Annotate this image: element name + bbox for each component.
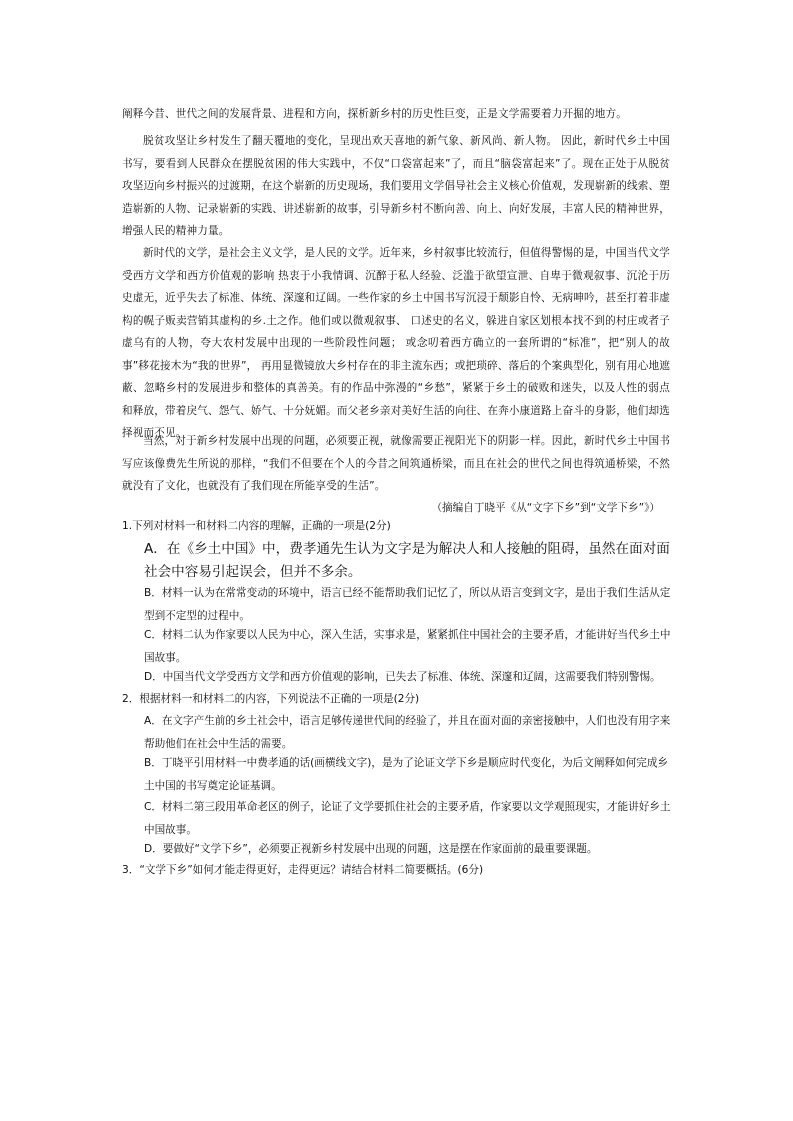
question-stem: 2．根据材料一和材料二的内容，下列说法不正确的一项是(2分) xyxy=(122,693,420,705)
answer-option: C．材料二认为作家要以人民为中心，深入生活，实事求是，紧紧抓住中国社会的主要矛盾，才能讲好当代乡土中国故事。 xyxy=(144,629,671,664)
answer-option: D．要做好“文学下乡”，必须要正视新乡村发展中出现的问题，这是摆在作家面前的最重要课题。 xyxy=(144,843,598,855)
answer-option: A．在《乡土中国》中，费孝通先生认为文字是为解决人和人接触的阻碍，虽然在面对面社会中容易引起误会，但并不多余。 xyxy=(144,541,670,580)
question-stem: 3．“文学下乡”如何才能走得更好，走得更远？请结合材料二简要概括。(6分) xyxy=(122,864,484,876)
answer-option: B．材料一认为在常常变动的环境中，语言已经不能帮助我们记忆了，所以从语言变到文字，是出于我们生活从定型到不定型的过程中。 xyxy=(144,587,671,622)
answer-option: D．中国当代文学受西方文学和西方价值观的影响，已失去了标准、体统、深邃和辽阔，这需要我们特别警惕。 xyxy=(144,671,661,683)
question-stem: 1.下列对材料一和材料二内容的理解，正确的一项是(2分) xyxy=(122,520,391,532)
passage-paragraph: 脱贫攻坚让乡村发生了翻天覆地的变化，呈现出欢天喜地的新气象、新风尚、新人物。 因此，新时代乡土中国书写，要看到人民群众在摆脱贫困的伟大实践中，不仅“口袋富起来”了，而且“脑袋富起来”了。现在正处于从脱贫攻坚迈向乡村振兴的过渡期，在这个崭新的历史现场，我们要用文学倡导社会主义核心价值观，发现崭新的线索、塑造崭新的人物、记录崭新的实践、讲述崭新的故事，引导新乡村不断向善、向上、向好发展，丰富人民的精神世界，增强人民的精神力量。 xyxy=(122,135,670,237)
source-citation: （摘编自丁晓平《从“文字下乡”到“文学下乡”》） xyxy=(431,502,660,514)
answer-option: C．材料二第三段用革命老区的例子，论证了文学要抓住社会的主要矛盾，作家要以文学观照现实，才能讲好乡土中国故事。 xyxy=(144,801,671,836)
answer-option: B．丁晓平引用材料一中费孝通的话(画横线文字)，是为了论证文学下乡是顺应时代变化，为后文阐释如何完成乡土中国的书写奠定论证基调。 xyxy=(144,757,669,792)
passage-paragraph: 阐释今昔、世代之间的发展背景、进程和方向，探析新乡村的历史性巨变，正是文学需要着力开掘的地方。 xyxy=(122,108,627,120)
passage-paragraph: 当然，对于新乡村发展中出现的问题，必须要正视，就像需要正视阳光下的阴影一样。因此，新时代乡土中国书写应该像费先生所说的那样，“我们不但要在个人的今昔之间筑通桥梁，而且在社会的世代之间也得筑通桥梁，不然就没有了文化，也就没有了我们现在所能享受的生活”。 xyxy=(122,435,670,492)
passage-paragraph: 新时代的文学，是社会主义文学，是人民的文学。近年来，乡村叙事比较流行，但值得警惕的是，中国当代文学受西方文学和西方价值观的影响 热衷于小我情调、沉醉于私人经验、泛滥于欲望宣泄、自卑于微观叙事、沉沦于历史虚无，近乎失去了标准、体统、深邃和辽阔。一些作家的乡土中国书写沉浸于颓影自怜、无病呻吟，甚至打着非虚构的幌子贩卖营销其虚构的乡.土之作。他们或以微观叙事、 口述史的名义，躲进自家区划根本找不到的村庄或者子虚乌有的人物，夸大农村发展中出现的一些阶段性问题； 或念叨着西方确立的一套所谓的“标准”，把“别人的故事”移花接木为“我的世界”， 再用显微镜放大乡村存在的非主流东西；或把琐碎、落后的个案典型化，别有用心地遮蔽、忽略乡村的发展进步和整体的真善美。有的作品中弥漫的“乡愁”，紧紧于乡土的破败和迷失，以及人性的弱点和释放，带着戾气、怨气、娇气、十分妩媚。而父老乡亲对美好生活的向往、在奔小康道路上奋斗的身影，他们却选择视而不见。 xyxy=(122,247,670,439)
answer-option: A．在文字产生前的乡土社会中，语言足够传递世代间的经验了，并且在面对面的亲密接触中，人们也没有用字来帮助他们在社会中生活的需要。 xyxy=(144,715,671,750)
